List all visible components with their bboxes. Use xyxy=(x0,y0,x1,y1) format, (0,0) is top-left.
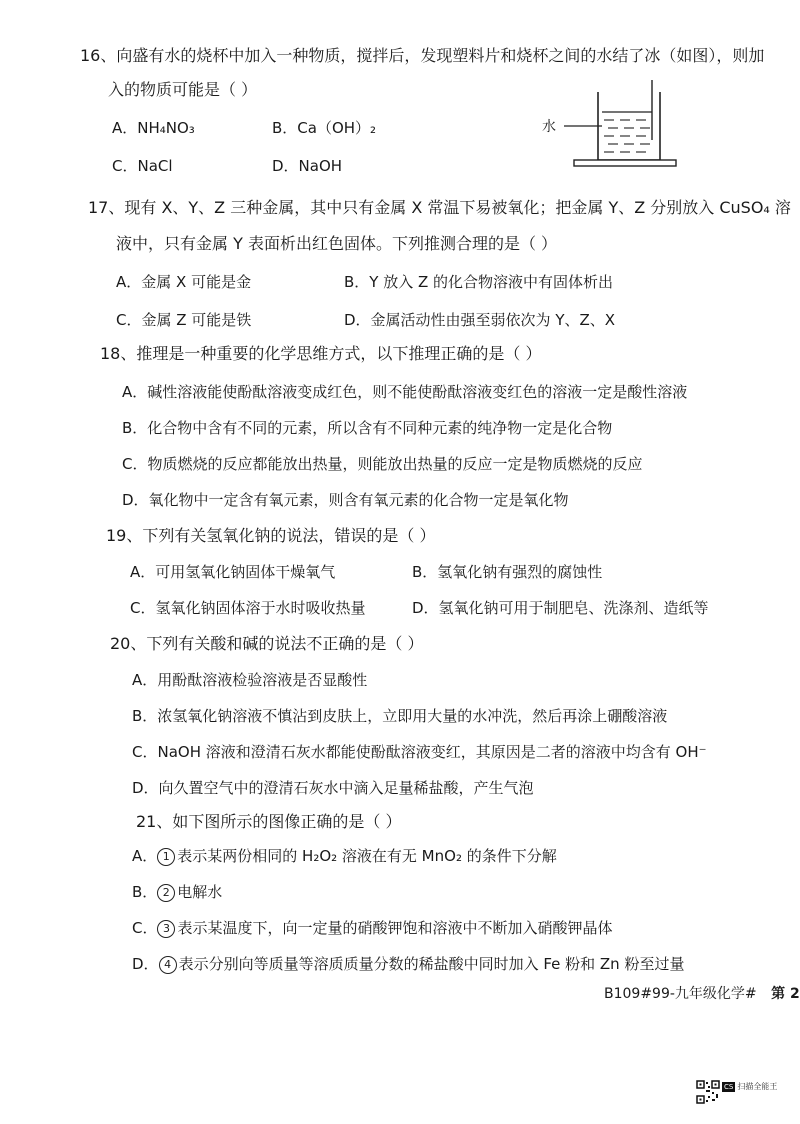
beaker-figure xyxy=(540,80,680,172)
q16-option-d: D．NaOH xyxy=(272,157,343,175)
q21-option-b: B． 2 电解水 xyxy=(132,883,223,901)
page-footer xyxy=(604,983,800,1003)
circled-number-4: 4 xyxy=(159,956,177,974)
q16-stem-line2: 入的物质可能是（ ） xyxy=(108,80,258,99)
q20-option-c: C．NaOH 溶液和澄清石灰水都能使酚酞溶液变红，其原因是二者的溶液中均含有 OH⁻ xyxy=(132,743,707,761)
q17-stem-line1: 17、现有 X、Y、Z 三种金属，其中只有金属 X 常温下易被氧化；把金属 Y、Z 分别放入 CuSO₄ 溶 xyxy=(88,198,791,217)
q18-option-b: B．化合物中含有不同的元素，所以含有不同种元素的纯净物一定是化合物 xyxy=(122,419,613,437)
exam-code: B109#99-九年级化学# xyxy=(604,986,757,1002)
q18-option-c: C．物质燃烧的反应都能放出热量，则能放出热量的反应一定是物质燃烧的反应 xyxy=(122,455,643,473)
q18-stem: 18、推理是一种重要的化学思维方式，以下推理正确的是（ ） xyxy=(100,344,542,363)
q21-option-d: D． 4 表示分别向等质量等溶质质量分数的稀盐酸中同时加入 Fe 粉和 Zn 粉至过量 xyxy=(132,955,685,973)
q20-option-a: A．用酚酞溶液检验溶液是否显酸性 xyxy=(132,671,368,689)
q21-stem: 21、如下图所示的图像正确的是（ ） xyxy=(136,812,402,831)
q16-option-b: B．Ca（OH）₂ xyxy=(272,119,377,137)
q21-option-a: A． 1 表示某两份相同的 H₂O₂ 溶液在有无 MnO₂ 的条件下分解 xyxy=(132,847,557,865)
q19-option-b: B．氢氧化钠有强烈的腐蚀性 xyxy=(412,563,603,581)
scanner-brand: CS 扫描全能王 xyxy=(724,1082,778,1091)
q20-option-b: B．浓氢氧化钠溶液不慎沾到皮肤上，立即用大量的水冲洗，然后再涂上硼酸溶液 xyxy=(132,707,668,725)
qr-code-icon xyxy=(696,1080,720,1104)
q20-stem: 20、下列有关酸和碱的说法不正确的是（ ） xyxy=(110,634,424,653)
circled-number-3: 3 xyxy=(157,920,175,938)
circled-number-1: 1 xyxy=(157,848,175,866)
q19-option-a: A．可用氢氧化钠固体干燥氧气 xyxy=(130,563,336,581)
q17-option-d: D．金属活动性由强至弱依次为 Y、Z、X xyxy=(344,311,616,329)
q16-stem-line1: 16、向盛有水的烧杯中加入一种物质，搅拌后，发现塑料片和烧杯之间的水结了冰（如图），则加 xyxy=(80,46,765,65)
q19-option-d: D．氢氧化钠可用于制肥皂、洗涤剂、造纸等 xyxy=(412,599,709,617)
q19-stem: 19、下列有关氢氧化钠的说法，错误的是（ ） xyxy=(106,526,436,545)
q18-option-d: D．氧化物中一定含有氧元素，则含有氧元素的化合物一定是氧化物 xyxy=(122,491,569,509)
q17-option-c: C．金属 Z 可能是铁 xyxy=(116,311,252,329)
page-number: 第 2 xyxy=(771,986,800,1002)
figure-label-water: 水 xyxy=(542,119,556,135)
q17-option-b: B．Y 放入 Z 的化合物溶液中有固体析出 xyxy=(344,273,614,291)
q19-option-c: C．氢氧化钠固体溶于水时吸收热量 xyxy=(130,599,366,617)
q18-option-a: A．碱性溶液能使酚酞溶液变成红色，则不能使酚酞溶液变红色的溶液一定是酸性溶液 xyxy=(122,383,688,401)
q16-option-a: A．NH₄NO₃ xyxy=(112,119,195,137)
q20-option-d: D．向久置空气中的澄清石灰水中滴入足量稀盐酸，产生气泡 xyxy=(132,779,534,797)
q21-option-c: C． 3 表示某温度下，向一定量的硝酸钾饱和溶液中不断加入硝酸钾晶体 xyxy=(132,919,613,937)
circled-number-2: 2 xyxy=(157,884,175,902)
q16-option-c: C．NaCl xyxy=(112,157,173,175)
q17-stem-line2: 液中，只有金属 Y 表面析出红色固体。下列推测合理的是（ ） xyxy=(116,234,558,253)
q17-option-a: A．金属 X 可能是金 xyxy=(116,273,252,291)
scanner-logo-icon: CS xyxy=(724,1083,734,1091)
